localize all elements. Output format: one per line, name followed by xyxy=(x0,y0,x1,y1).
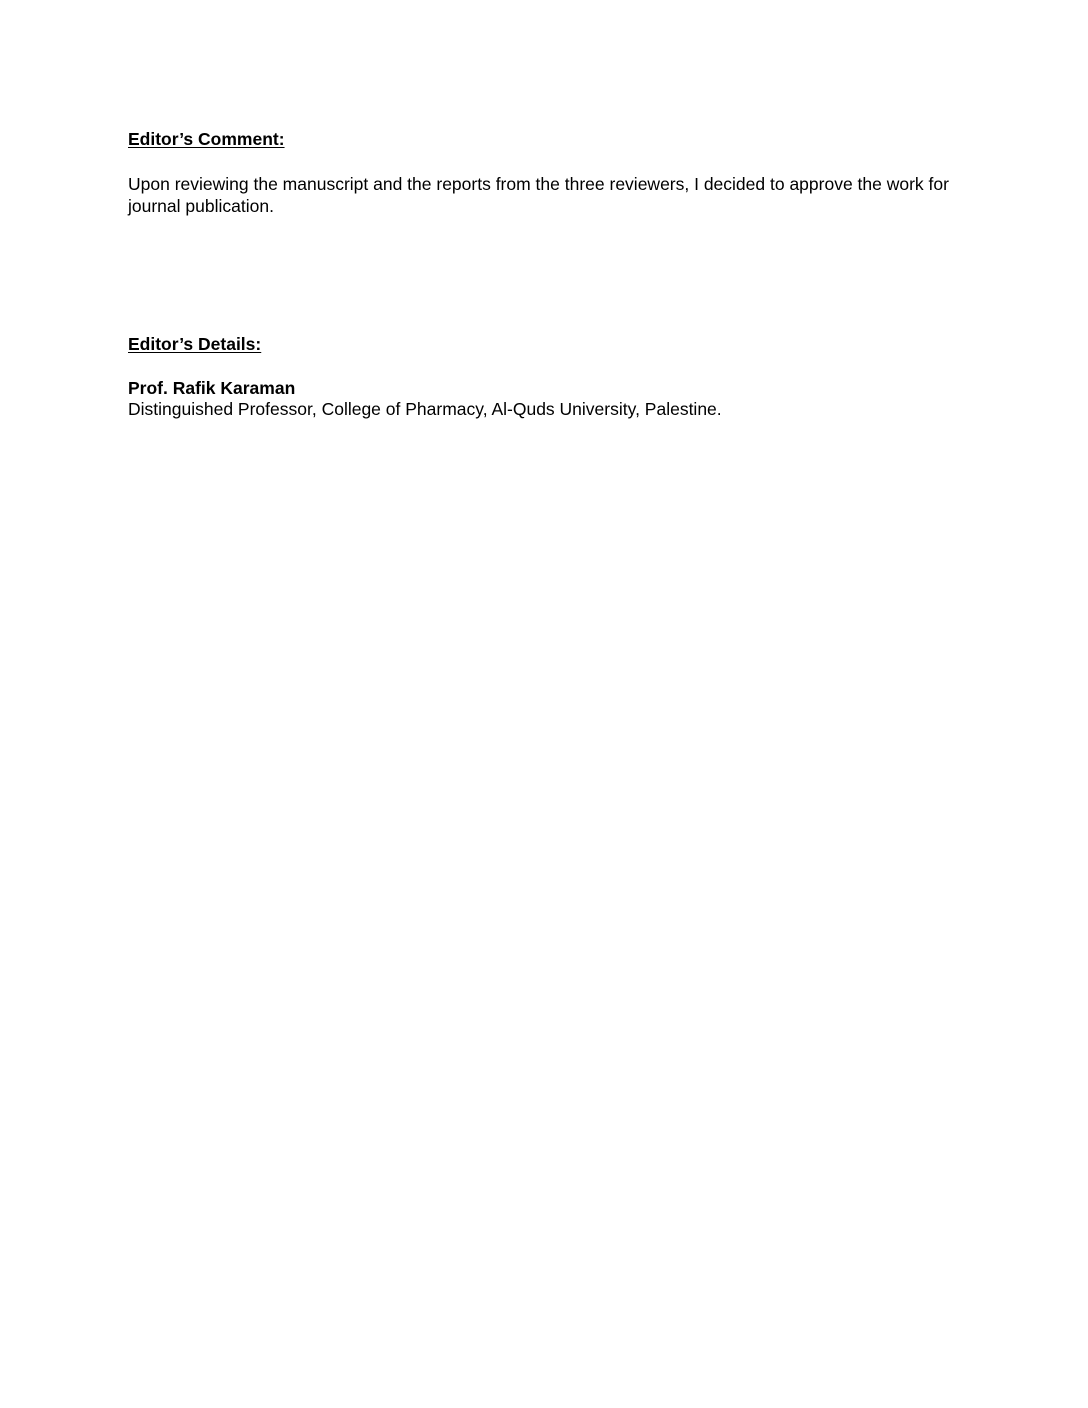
editor-comment-heading: Editor’s Comment: xyxy=(128,129,285,149)
editor-name: Prof. Rafik Karaman xyxy=(128,378,296,398)
editor-affiliation: Distinguished Professor, College of Pharmacy, Al-Quds University, Palestine. xyxy=(128,399,722,419)
editor-details-heading: Editor’s Details: xyxy=(128,334,262,354)
editor-comment-text: Upon reviewing the manuscript and the reports from the three reviewers, I decided to approve the work for journal publication. xyxy=(128,174,949,216)
